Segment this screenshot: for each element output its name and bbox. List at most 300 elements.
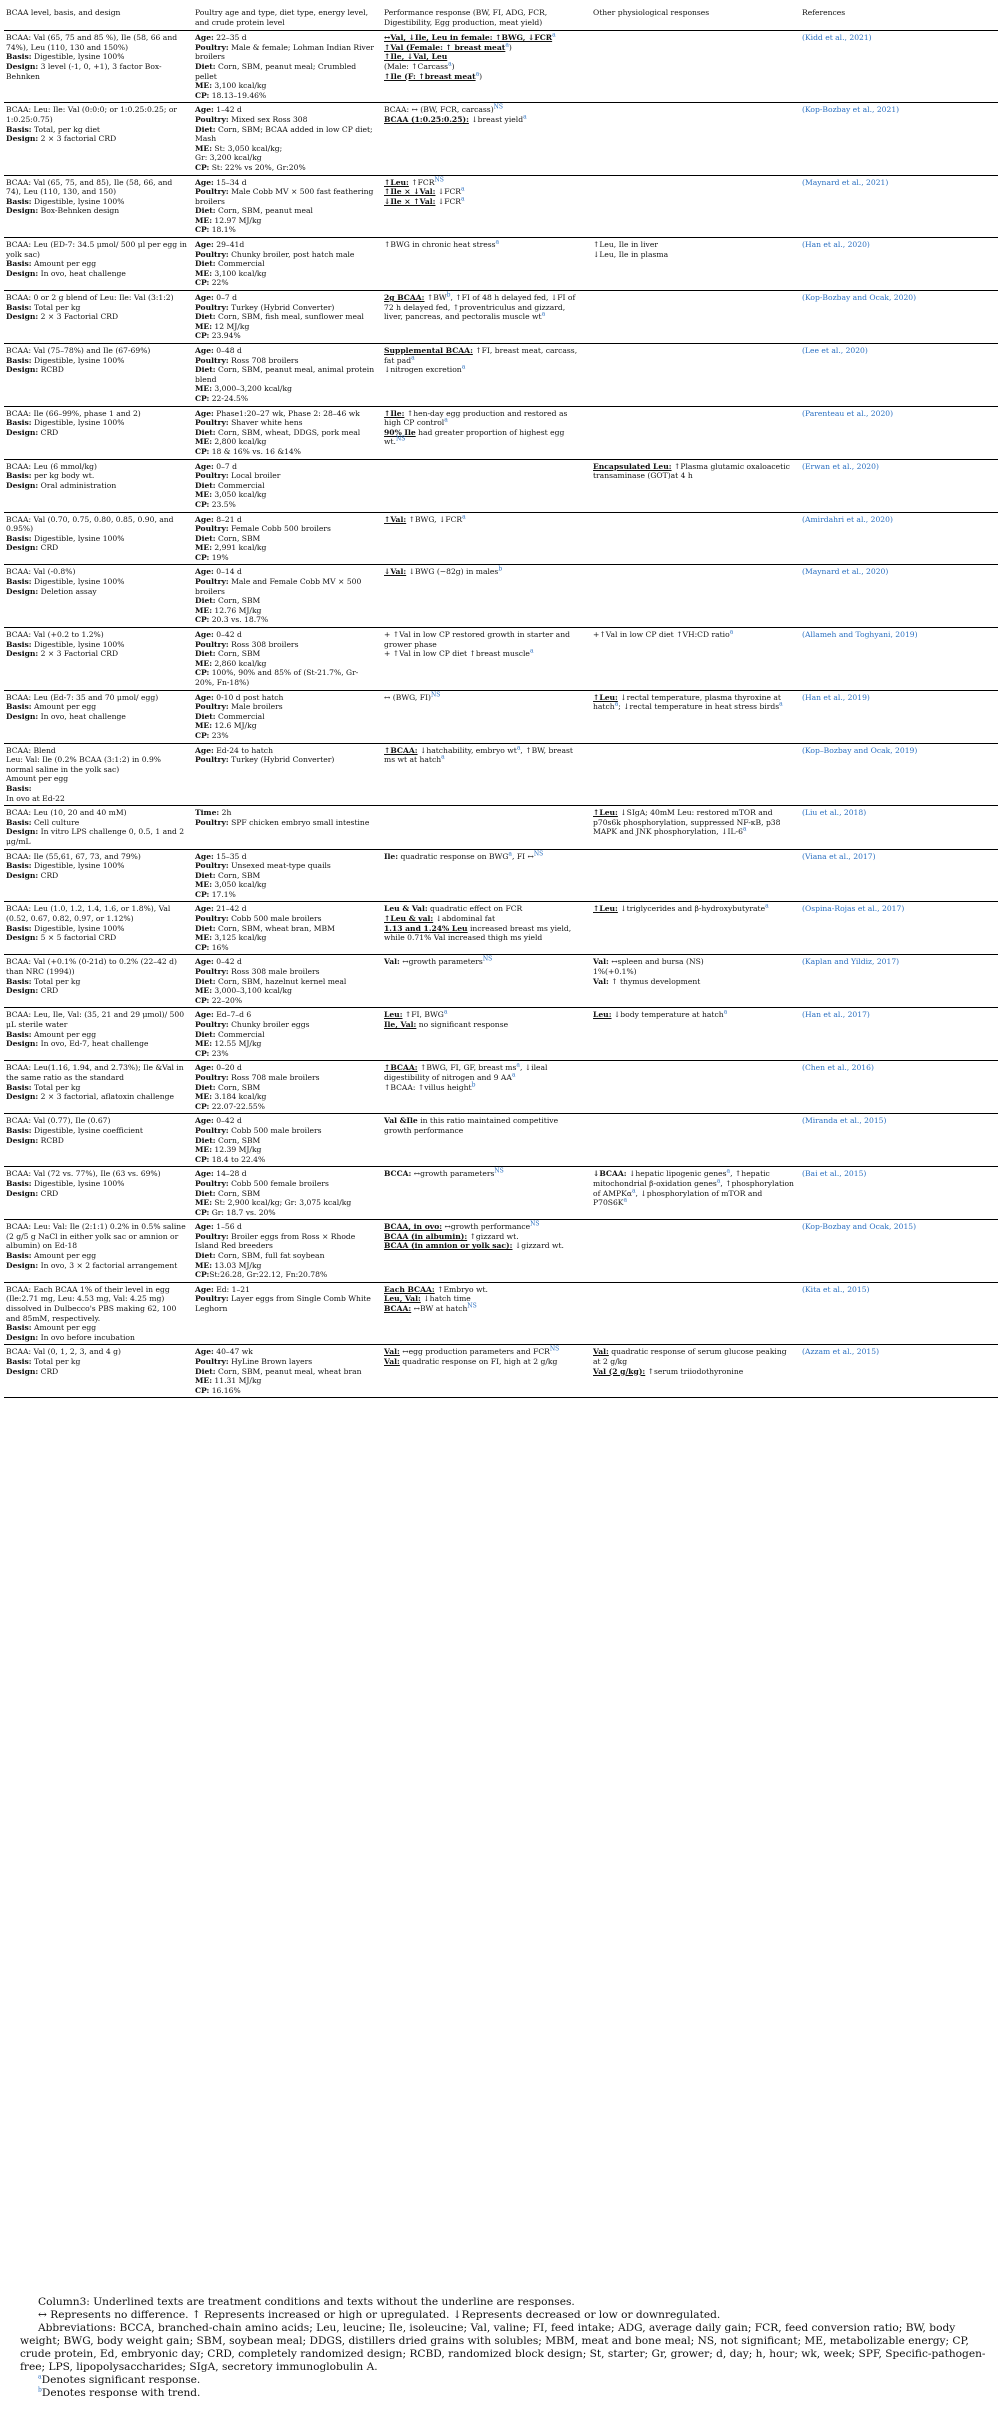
cell-line: [195, 216, 376, 226]
cell-text: Male Cobb MV × 500 fast feathering broilers: [195, 187, 374, 206]
cell-col-1: [4, 1167, 193, 1220]
cell-line: [195, 731, 376, 741]
cell-line: [6, 1333, 187, 1343]
cell-text: CRD: [38, 543, 59, 553]
cell-text: quadratic effect on FCR: [427, 904, 523, 914]
cell-line: [195, 462, 376, 472]
cell-text: Total per kg: [31, 976, 81, 986]
cell-key: CP:: [195, 446, 210, 456]
cell-line: [6, 827, 187, 846]
cell-text: Digestible, lysine 100%: [31, 1178, 125, 1188]
cell-col-5: [800, 628, 998, 691]
cell-key: Age:: [195, 105, 214, 115]
cell-text: BCAA: Val (65, 75 and 85 %), Ile (58, 66 and 74%), Leu (110, 130 and 150%): [6, 33, 178, 52]
cell-key: ME:: [195, 543, 212, 553]
cell-text: CRD: [38, 427, 59, 437]
cell-key: Design:: [6, 206, 39, 216]
cell-text: ↑Leu & val:: [384, 914, 434, 924]
cell-key: Basis:: [6, 861, 32, 871]
table-row: [4, 291, 998, 344]
cell-text: Layer eggs from Single Comb White Leghorn: [195, 1294, 371, 1314]
cell-text: 12.39 MJ/kg: [212, 1145, 262, 1155]
cell-text: Digestible, lysine 100%: [31, 355, 125, 365]
cell-text: Chunky broiler, post hatch male: [228, 249, 355, 259]
cell-line: [195, 693, 376, 703]
cell-text: ↑Leu:: [593, 808, 618, 818]
cell-line: [593, 957, 794, 967]
cell-col-2: [193, 1345, 382, 1398]
table-row: [4, 849, 998, 902]
cell-text: ↑BWG, FI, GF, breast ms: [417, 1063, 517, 1073]
significance-mark: NS: [395, 435, 406, 443]
cell-text: 0–14 d: [213, 567, 242, 577]
reference-link: (Azzam et al., 2015): [802, 1347, 880, 1357]
cell-col-2: [193, 955, 382, 1008]
cell-col-3: [382, 1114, 591, 1167]
cell-line: [384, 365, 585, 375]
cell-text: ↑ thymus development: [608, 976, 701, 986]
cell-line: [195, 630, 376, 640]
cell-key: Diet:: [195, 312, 216, 322]
cell-key: Basis:: [6, 783, 32, 793]
cell-text: Cobb 500 male broilers: [228, 1125, 322, 1135]
cell-text: 3 level (-1, 0, +1), 3 factor Box-Behnken: [6, 61, 162, 81]
cell-key: Diet:: [195, 870, 216, 880]
cell-line: [6, 1136, 187, 1146]
cell-line: [195, 914, 376, 924]
cell-text: ↑Plasma glutamic oxaloacetic transaminase (GOT)at 4 h: [593, 461, 790, 481]
cell-col-1: [4, 902, 193, 955]
cell-text: 2,860 kcal/kg: [212, 658, 267, 668]
cell-key: Age:: [195, 346, 214, 355]
reference-link: (Kita et al., 2015): [802, 1284, 870, 1294]
reference-link: (Kop-Bozbay and Ocak, 2020): [802, 293, 917, 303]
cell-key: ME:: [195, 605, 212, 615]
table-row: [4, 103, 998, 175]
cell-line: [195, 1010, 376, 1020]
cell-line: [195, 115, 376, 125]
cell-col-4: [591, 512, 800, 565]
cell-key: Design:: [6, 427, 39, 437]
cell-key: Age:: [195, 1169, 214, 1179]
cell-line: [384, 649, 585, 659]
cell-key: Design:: [6, 1188, 39, 1198]
cell-key: Basis:: [6, 1323, 32, 1333]
cell-line: [384, 1020, 585, 1030]
cell-key: Design:: [6, 1332, 39, 1342]
cell-line: [6, 1169, 187, 1179]
cell-line: [384, 293, 585, 322]
cell-text: Ross 708 broilers: [228, 355, 299, 365]
cell-line: [384, 512, 585, 525]
cell-col-1: [4, 690, 193, 743]
cell-text: ↓gizzard wt.: [512, 1241, 564, 1251]
cell-line: [6, 1323, 187, 1333]
cell-text: Corn, SBM, peanut meal: [215, 206, 313, 216]
cell-line: [6, 428, 187, 438]
cell-col-3: [382, 1008, 591, 1061]
cell-key: Poultry:: [195, 418, 229, 428]
cell-text: +↑Val in low CP diet ↑VH:CD ratio: [593, 630, 730, 640]
cell-text: In ovo before incubation: [38, 1332, 135, 1342]
cell-key: ME:: [195, 1260, 212, 1270]
cell-key: Design:: [6, 312, 39, 322]
footnote-b: [20, 2387, 988, 2400]
cell-key: Design:: [6, 61, 39, 71]
cell-line: [195, 409, 376, 419]
cell-text: ↔egg production parameters and FCR: [399, 1347, 550, 1357]
significance-mark: a: [529, 647, 534, 655]
significance-mark: a: [765, 902, 769, 910]
cell-col-3: [382, 565, 591, 628]
cell-line: [195, 125, 376, 144]
cell-col-2: [193, 103, 382, 175]
reference-link: (Parenteau et al., 2020): [802, 408, 894, 418]
cell-line: [593, 1010, 794, 1020]
cell-line: [195, 225, 376, 235]
reference-link: (Lee et al., 2020): [802, 346, 868, 355]
cell-line: [384, 115, 585, 125]
cell-col-5: [800, 1008, 998, 1061]
cell-text: BCAA: Val (0.77), Ile (0.67): [6, 1116, 111, 1126]
cell-key: Poultry:: [195, 355, 229, 365]
cell-key: Poultry:: [195, 1020, 229, 1029]
cell-key: Basis:: [6, 355, 32, 365]
cell-key: Basis:: [6, 52, 32, 62]
significance-mark: a: [623, 1196, 628, 1204]
cell-text: Corn, SBM: [215, 1082, 261, 1092]
cell-key: ME:: [195, 1376, 212, 1386]
cell-col-4: [591, 238, 800, 291]
cell-line: [6, 1126, 187, 1136]
cell-text: Digestible, lysine 100%: [31, 52, 125, 62]
cell-text: Total per kg: [31, 1357, 81, 1366]
cell-key: ME:: [195, 81, 212, 91]
cell-text: , ↑hepatic mitochondrial β-oxidation genes: [593, 1169, 770, 1188]
cell-line: [6, 784, 187, 794]
significance-mark: a: [505, 41, 509, 49]
cell-line: [593, 1347, 794, 1366]
cell-col-5: [800, 690, 998, 743]
significance-mark: NS: [533, 849, 544, 857]
cell-key: Basis:: [6, 259, 32, 269]
cell-text: In vitro LPS challenge 0, 0.5, 1 and 2 μg/mL: [6, 827, 185, 846]
cell-text: Corn, SBM, fish meal, sunflower meal: [215, 312, 364, 322]
cell-col-1: [4, 103, 193, 175]
cell-line: [6, 303, 187, 313]
cell-col-5: [800, 743, 998, 806]
cell-line: [195, 1189, 376, 1199]
cell-line: [6, 52, 187, 62]
cell-line: [195, 852, 376, 862]
cell-col-1: [4, 565, 193, 628]
cell-col-2: [193, 1167, 382, 1220]
header-col-3: Performance response (BW, FI, ADG, FCR, Digestibility, Egg production, meat yield): [382, 8, 591, 31]
footnote-arrows: ↔ Represents no difference. ↑ Represents increased or high or upregulated. ↓Represents decreased or low or downregulated.: [38, 2309, 721, 2321]
cell-text: Ile, Val:: [384, 1020, 417, 1029]
cell-col-4: [591, 955, 800, 1008]
cell-text: ↑BWG, ↓FCR: [406, 514, 463, 524]
cell-key: Basis:: [6, 418, 32, 428]
cell-text: ↑Leu:: [384, 177, 409, 187]
reference-link: (Bai et al., 2015): [802, 1169, 867, 1179]
cell-line: [195, 1083, 376, 1093]
cell-line: [6, 534, 187, 544]
cell-col-3: [382, 103, 591, 175]
cell-text: ↓nitrogen excretion: [384, 365, 462, 375]
footnote-b-mark: b: [38, 2386, 42, 2394]
cell-text: Leu, Val:: [384, 1294, 421, 1304]
cell-text: BCAA: Leu (1.0, 1.2, 1.4, 1.6, or 1.8%), Val (0.52, 0.67, 0.82, 0.97, or 1.12%): [6, 904, 171, 924]
cell-text: ↑FI, BWG: [402, 1010, 444, 1020]
significance-mark: a: [475, 70, 480, 78]
cell-text: 8–21 d: [213, 514, 242, 524]
table-row: [4, 690, 998, 743]
cell-line: [195, 1030, 376, 1040]
cell-line: [384, 62, 585, 72]
cell-key: CP:: [195, 1385, 210, 1395]
cell-line: [195, 365, 376, 384]
cell-text: 2h: [219, 808, 232, 818]
cell-line: [384, 1116, 585, 1135]
cell-text: ↑hen-day egg production and restored as high CP control: [384, 408, 568, 428]
cell-key: CP:: [195, 331, 210, 341]
cell-line: [6, 543, 187, 553]
cell-col-5: [800, 31, 998, 103]
cell-text: Phase1:20–27 wk, Phase 2: 28–46 wk: [213, 408, 360, 418]
cell-line: [384, 1357, 585, 1367]
cell-line: [593, 250, 794, 260]
reference-link: (Kaplan and Yildiz, 2017): [802, 957, 900, 967]
table-row: [4, 344, 998, 407]
cell-text: , ↑phosphorylation of AMPKα: [593, 1178, 794, 1198]
cell-line: [195, 105, 376, 115]
cell-text: 18 & 16% vs. 16 &14%: [209, 446, 301, 456]
cell-text: 1–56 d: [213, 1222, 242, 1232]
cell-line: [195, 524, 376, 534]
cell-text: Corn, SBM, hazelnut kernel meal: [215, 976, 347, 986]
table-header-row: [4, 8, 998, 31]
cell-text: 20.3 vs. 18.7%: [209, 615, 269, 625]
cell-key: Diet:: [195, 1029, 216, 1039]
cell-line: [593, 967, 794, 977]
reference-link: (Kidd et al., 2021): [802, 33, 872, 43]
cell-line: [6, 818, 187, 828]
cell-key: Poultry:: [195, 577, 229, 587]
cell-text: ↑Ile × ↓Val:: [384, 187, 436, 197]
cell-col-5: [800, 291, 998, 344]
cell-line: [384, 197, 585, 207]
cell-line: [384, 105, 585, 115]
cell-key: Poultry:: [195, 1072, 229, 1082]
cell-line: [384, 240, 585, 250]
cell-text: Digestible, lysine 100%: [31, 418, 125, 428]
cell-text: SPF chicken embryo small intestine: [228, 817, 370, 827]
cell-text: ↑Leu:: [593, 904, 618, 914]
cell-col-2: [193, 690, 382, 743]
cell-line: [195, 977, 376, 987]
cell-key: Basis:: [6, 1178, 32, 1188]
cell-line: [593, 1367, 794, 1377]
cell-col-2: [193, 743, 382, 806]
cell-line: [384, 72, 585, 82]
cell-col-1: [4, 1282, 193, 1345]
cell-col-3: [382, 1345, 591, 1398]
cell-text: St: 2,900 kcal/kg; Gr: 3,075 kcal/kg: [212, 1198, 352, 1208]
reference-link: (Liu et al., 2018): [802, 808, 867, 818]
significance-mark: a: [742, 825, 747, 833]
cell-text: Gr: 3,200 kcal/kg: [195, 153, 262, 163]
cell-line: [593, 693, 794, 712]
cell-key: CP:: [195, 995, 210, 1005]
cell-key: Age:: [195, 293, 214, 303]
cell-col-4: [591, 344, 800, 407]
significance-mark: a: [441, 753, 445, 761]
cell-col-2: [193, 1220, 382, 1283]
cell-line: [195, 1102, 376, 1112]
cell-key: Design:: [6, 543, 39, 553]
cell-text: Corn, SBM, peanut meal, animal protein blend: [195, 365, 375, 384]
cell-line: [195, 144, 376, 154]
cell-text: In ovo, Ed-7, heat challenge: [38, 1039, 149, 1049]
cell-line: [195, 471, 376, 481]
cell-key: Poultry:: [195, 755, 229, 765]
cell-col-5: [800, 344, 998, 407]
cell-col-1: [4, 31, 193, 103]
cell-line: [195, 250, 376, 260]
cell-text: In ovo, 3 × 2 factorial arrangement: [38, 1260, 178, 1270]
cell-line: [6, 577, 187, 587]
cell-text: HyLine Brown layers: [228, 1357, 313, 1366]
cell-text: In ovo, heat challenge: [38, 711, 126, 721]
cell-col-5: [800, 1282, 998, 1345]
cell-line: [6, 62, 187, 81]
cell-text: Amount per egg: [31, 702, 97, 712]
cell-text: Female Cobb 500 broilers: [228, 524, 331, 534]
cell-line: [6, 269, 187, 279]
cell-text: ): [451, 61, 455, 71]
table-row: [4, 1114, 998, 1167]
cell-key: Poultry:: [195, 1178, 229, 1188]
cell-text: BCAA: Val (0, 1, 2, 3, and 4 g): [6, 1347, 121, 1357]
cell-key: Diet:: [195, 1188, 216, 1198]
cell-text: 22-24.5%: [209, 393, 249, 403]
cell-col-1: [4, 806, 193, 849]
cell-line: [195, 43, 376, 62]
cell-text: Box-Behnken design: [38, 206, 120, 216]
cell-text: increased breast ms yield, while 0.71% Val increased thigh ms yield: [384, 923, 572, 943]
cell-key: Design:: [6, 711, 39, 721]
cell-line: [195, 490, 376, 500]
cell-text: Unsexed meat-type quails: [228, 861, 331, 871]
cell-text: Cell culture: [31, 817, 80, 827]
cell-line: [195, 1232, 376, 1251]
cell-key: CP:: [195, 278, 210, 288]
cell-text: 16.16%: [209, 1385, 241, 1395]
cell-line: [195, 1169, 376, 1179]
significance-mark: NS: [467, 1302, 477, 1310]
cell-line: [6, 515, 187, 534]
cell-line: [195, 1145, 376, 1155]
cell-line: [195, 943, 376, 953]
cell-line: [195, 577, 376, 596]
cell-col-3: [382, 902, 591, 955]
cell-key: Design:: [6, 365, 39, 375]
cell-text: Digestible, lysine 100%: [31, 577, 125, 587]
cell-text: BCAA (1:0.25:0.25):: [384, 114, 469, 124]
cell-key: Poultry:: [195, 1125, 229, 1135]
cell-line: [6, 206, 187, 216]
cell-line: [195, 615, 376, 625]
cell-text: ↓rectal temperature, plasma thyroxine at hatch: [593, 692, 781, 712]
cell-line: [593, 630, 794, 640]
cell-key: CP:: [195, 1270, 210, 1280]
cell-line: [195, 871, 376, 881]
cell-col-4: [591, 806, 800, 849]
cell-text: + ↑Val in low CP diet ↑breast muscle: [384, 649, 530, 659]
cell-line: [6, 1039, 187, 1049]
cell-key: Poultry:: [195, 471, 229, 481]
cell-text: 2 × 3 factorial CRD: [38, 134, 117, 144]
cell-col-2: [193, 31, 382, 103]
cell-text: 12.55 MJ/kg: [212, 1039, 262, 1049]
cell-text: BCAA (in amnion or yolk sac):: [384, 1241, 513, 1251]
cell-line: [195, 1251, 376, 1261]
cell-line: [6, 33, 187, 52]
cell-text: ↓Val:: [384, 567, 407, 577]
cell-line: [6, 649, 187, 659]
cell-line: [195, 996, 376, 1006]
cell-line: [6, 712, 187, 722]
significance-mark: b: [498, 565, 503, 573]
cell-text: Leu: Val: Ile (0.2% BCAA (3:1:2) in 0.9% normal saline in the yolk sac): [6, 755, 162, 774]
cell-text: per kg body wt.: [31, 471, 95, 481]
significance-mark: a: [523, 113, 527, 121]
cell-text: St: 22% vs 20%, Gr:20%: [209, 162, 306, 172]
cell-text: ↑BCAA:: [384, 1063, 418, 1073]
cell-text: 0–7 d: [213, 293, 237, 303]
cell-col-3: [382, 1167, 591, 1220]
cell-key: ME:: [195, 658, 212, 668]
cell-line: [6, 1285, 187, 1323]
cell-key: Time:: [195, 808, 220, 818]
cell-line: [6, 794, 187, 804]
cell-line: [195, 1063, 376, 1073]
cell-text: CRD: [38, 870, 59, 880]
cell-key: ME:: [195, 321, 212, 331]
cell-line: [195, 1386, 376, 1396]
cell-line: [384, 914, 585, 924]
cell-text: BCAA: Leu (6 mmol/kg): [6, 461, 97, 471]
cell-col-4: [591, 291, 800, 344]
cell-col-1: [4, 1114, 193, 1167]
cell-text: BCAA: Val (0.70, 0.75, 0.80, 0.85, 0.90, and 0.95%): [6, 514, 174, 534]
cell-text: ↓hatchability, embryo wt: [417, 745, 517, 755]
cell-key: Age:: [195, 1010, 214, 1020]
cell-text: BCAA, in ovo:: [384, 1222, 443, 1232]
cell-line: [6, 197, 187, 207]
header-col-4: Other physiological responses: [591, 8, 800, 31]
cell-text: ↑BCAA:: [384, 745, 418, 755]
cell-text: 22–35 d: [213, 33, 247, 43]
cell-col-4: [591, 406, 800, 459]
cell-line: [384, 1010, 585, 1020]
cell-text: ↑Ile (F: ↑breast meat: [384, 71, 476, 81]
cell-col-4: [591, 103, 800, 175]
cell-line: [195, 437, 376, 447]
cell-col-2: [193, 406, 382, 459]
cell-key: Basis:: [6, 471, 32, 481]
